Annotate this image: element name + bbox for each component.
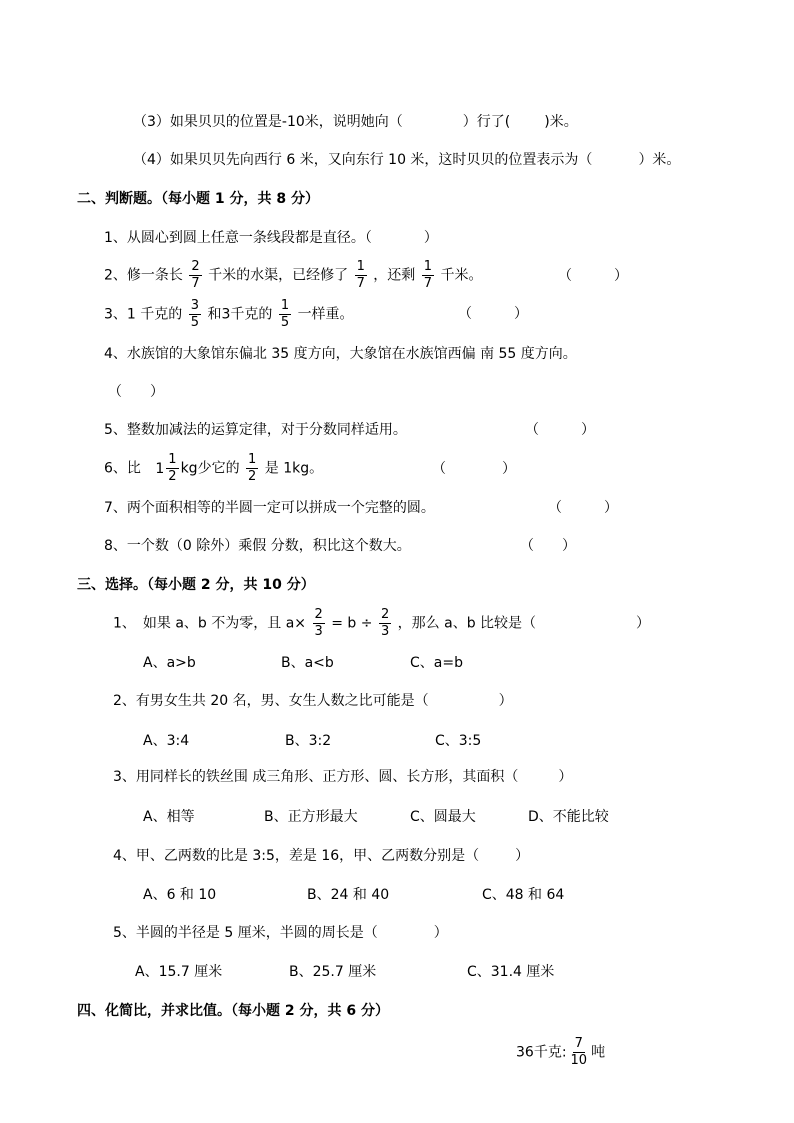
answer-paren: （ ）	[432, 461, 516, 477]
judge-item-3: 3、1 千克的 $\frac{3}{5}$ 和3千克的 $\frac{1}{5}$ 一样重。	[104, 298, 354, 330]
option-a: A、a>b	[143, 655, 196, 671]
fraction: $\frac{2}{3}$	[380, 607, 390, 639]
question-top-3: （3）如果贝贝的位置是-10米，说明她向（ ）行了( )米。	[133, 114, 578, 130]
option-a: A、相等	[143, 809, 195, 825]
option-d: D、不能比较	[528, 809, 609, 825]
fraction: $\frac{1}{7}$	[423, 259, 433, 291]
option-b: B、a<b	[281, 655, 334, 671]
answer-paren: （ ）	[520, 538, 576, 554]
option-a: A、6 和 10	[143, 887, 217, 903]
answer-paren: （ ）	[108, 384, 164, 400]
answer-paren: （ ）	[548, 500, 618, 516]
option-c: C、a=b	[410, 655, 463, 671]
fraction: $\frac{7}{10}$	[570, 1036, 588, 1068]
fraction: $\frac{1}{2}$	[248, 452, 257, 484]
judge-item-6: 6、比 1 $\frac{1}{2}$ kg少它的 $\frac{1}{2}$ 是 1kg。	[104, 452, 324, 484]
judge-item-4: 4、水族馆的大象馆东偏北 35 度方向，大象馆在水族馆西偏 南 55 度方向。	[104, 346, 577, 362]
option-b: B、25.7 厘米	[289, 964, 377, 980]
answer-paren: （ ）	[525, 422, 595, 438]
section-3-title: 三、选择。（每小题 2 分，共 10 分）	[77, 577, 315, 593]
judge-item-1: 1、从圆心到圆上任意一条线段都是直径。（ ）	[104, 230, 438, 246]
answer-paren: （ ）	[558, 268, 628, 284]
option-b: B、正方形最大	[264, 809, 358, 825]
option-b: B、3:2	[285, 733, 332, 749]
mixed-number: 1 $\frac{1}{2}$	[155, 452, 177, 484]
judge-item-8: 8、一个数（0 除外）乘假 分数，积比这个数大。	[104, 538, 411, 554]
section-2-title: 二、判断题。（每小题 1 分，共 8 分）	[77, 191, 319, 207]
fraction: $\frac{2}{7}$	[191, 259, 200, 291]
choice-question-4: 4、甲、乙两数的比是 3:5，差是 16，甲、乙两数分别是（ ）	[113, 848, 530, 864]
choice-question-3: 3、用同样长的铁丝围 成三角形、正方形、圆、长方形，其面积（ ）	[113, 769, 573, 785]
judge-item-2: 2、修一条长 $\frac{2}{7}$ 千米的水渠，已经修了 $\frac{1}{7}$ ，还剩 $\frac{1}{7}$ 千米。	[104, 259, 483, 291]
option-b: B、24 和 40	[307, 887, 390, 903]
option-a: A、3:4	[143, 733, 190, 749]
option-c: C、圆最大	[410, 809, 476, 825]
fraction: $\frac{1}{7}$	[356, 259, 365, 291]
section-4-title: 四、化简比，并求比值。（每小题 2 分，共 6 分）	[77, 1003, 389, 1019]
judge-item-5: 5、整数加减法的运算定律，对于分数同样适用。	[104, 422, 407, 438]
fraction: $\frac{1}{5}$	[280, 298, 290, 330]
fraction: $\frac{3}{5}$	[190, 298, 199, 330]
choice-question-2: 2、有男女生共 20 名，男、女生人数之比可能是（ ）	[113, 693, 513, 709]
judge-item-7: 7、两个面积相等的半圆一定可以拼成一个完整的圆。	[104, 500, 435, 516]
choice-question-5: 5、半圆的半径是 5 厘米，半圆的周长是（ ）	[113, 925, 448, 941]
option-a: A、15.7 厘米	[135, 964, 223, 980]
option-c: C、31.4 厘米	[467, 964, 555, 980]
choice-question-1: 1、 如果 a、b 不为零，且 a× $\frac{2}{3}$ = b ÷ $\frac{2}{3}$ ，那么 a、b 比较是（ ）	[113, 607, 651, 639]
option-c: C、48 和 64	[482, 887, 565, 903]
fraction: $\frac{2}{3}$	[314, 607, 323, 639]
option-c: C、3:5	[435, 733, 482, 749]
answer-paren: （ ）	[458, 306, 528, 322]
ratio-expression: 36千克: $\frac{7}{10}$ 吨	[516, 1036, 606, 1068]
question-top-4: （4）如果贝贝先向西行 6 米，又向东行 10 米，这时贝贝的位置表示为（ ）米。	[133, 152, 681, 168]
